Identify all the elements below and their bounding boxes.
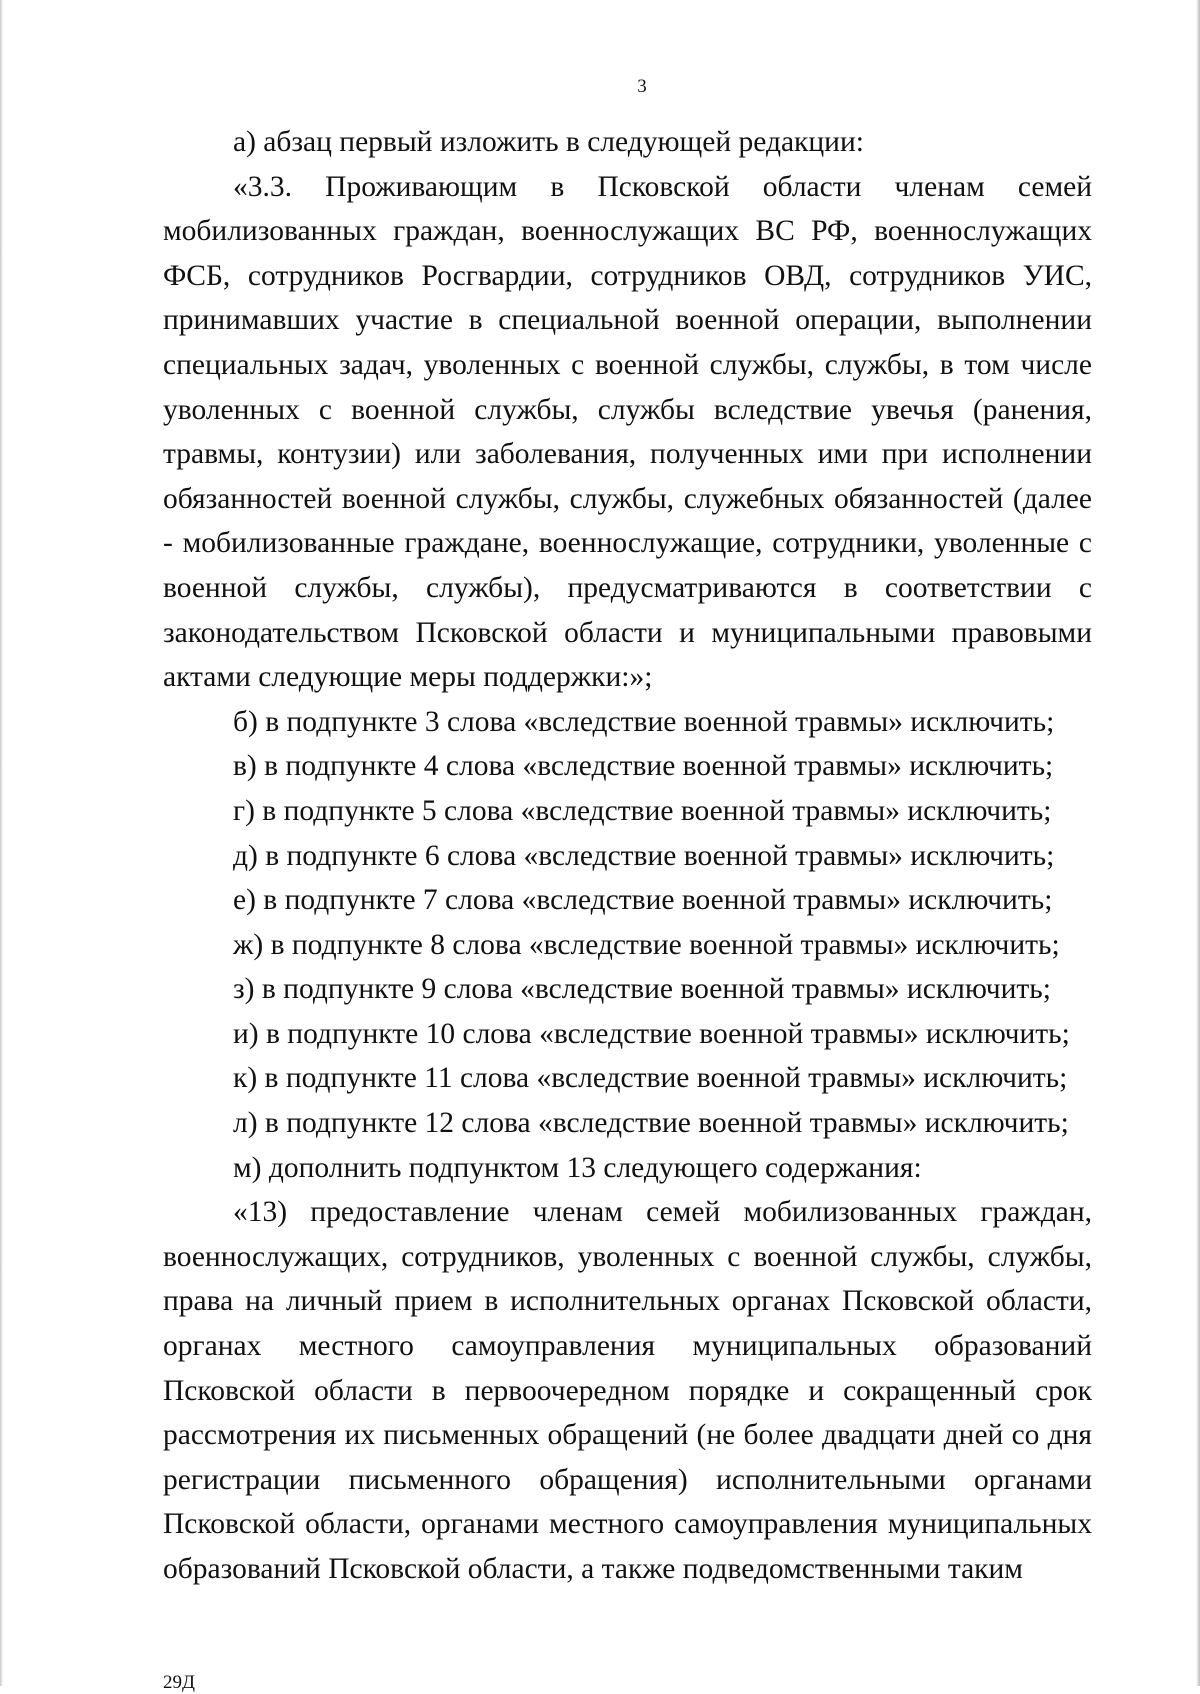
paragraph-e: е) в подпункте 7 слова «вследствие военной травмы» исключить; <box>233 884 1053 917</box>
page-number: 3 <box>637 76 647 97</box>
paragraph-l: л) в подпункте 12 слова «вследствие военной травмы» исключить; <box>233 1107 1069 1140</box>
scan-edge-right <box>1196 0 1200 1686</box>
paragraph-g: г) в подпункте 5 слова «вследствие военной травмы» исключить; <box>233 794 1052 827</box>
paragraph-quoted-13: «13) предоставление членам семей мобилизованных граждан, военнослужащих, сотрудников, уволенных с военной службы, службы, права на личный прием в исполнительных органах Псковской области, органах местного самоуправления муниципальных образований Псковской области в первоочередном порядке и сокращенный срок рассмотрения их письменных обращений (не более двадцати дней со дня регистрации письменного обращения) исполнительными органами Псковской области, органами местного самоуправления муниципальных образований Псковской области, а также подведомственными таким <box>163 1196 1092 1585</box>
paragraph-a: а) абзац первый изложить в следующей редакции: <box>233 126 864 158</box>
paragraph-i: и) в подпункте 10 слова «вследствие военной травмы» исключить; <box>233 1017 1070 1050</box>
paragraph-m: м) дополнить подпунктом 13 следующего содержания: <box>233 1151 922 1184</box>
paragraph-k: к) в подпункте 11 слова «вследствие военной травмы» исключить; <box>233 1062 1068 1095</box>
paragraph-v: в) в подпункте 4 слова «вследствие военной травмы» исключить; <box>233 750 1054 783</box>
scan-edge-left <box>0 0 3 1686</box>
paragraph-b: б) в подпункте 3 слова «вследствие военной травмы» исключить; <box>233 705 1055 738</box>
paragraph-quoted-3-3: «3.3. Проживающим в Псковской области членам семей мобилизованных граждан, военнослужащих ВС РФ, военнослужащих ФСБ, сотрудников Росгвардии, сотрудников ОВД, сотрудников УИС, принимавших участие в специальной военной операции, выполнении специальных задач, уволенных с военной службы, службы, в том числе уволенных с военной службы, службы вследствие увечья (ранения, травмы, контузии) или заболевания, полученных ими при исполнении обязанностей военной службы, службы, служебных обязанностей (далее - мобилизованные граждане, военнослужащие, сотрудники, уволенные с военной службы, службы), предусматриваются в соответствии с законодательством Псковской области и муниципальными правовыми актами следующие меры поддержки:»; <box>163 170 1092 694</box>
paragraph-zh: ж) в подпункте 8 слова «вследствие военной травмы» исключить; <box>233 928 1060 961</box>
paragraph-d: д) в подпункте 6 слова «вследствие военной травмы» исключить; <box>233 839 1055 872</box>
document-body <box>163 120 1092 1592</box>
footer-code: 29Д <box>163 1672 195 1693</box>
paragraph-z: з) в подпункте 9 слова «вследствие военной травмы» исключить; <box>233 973 1051 1006</box>
